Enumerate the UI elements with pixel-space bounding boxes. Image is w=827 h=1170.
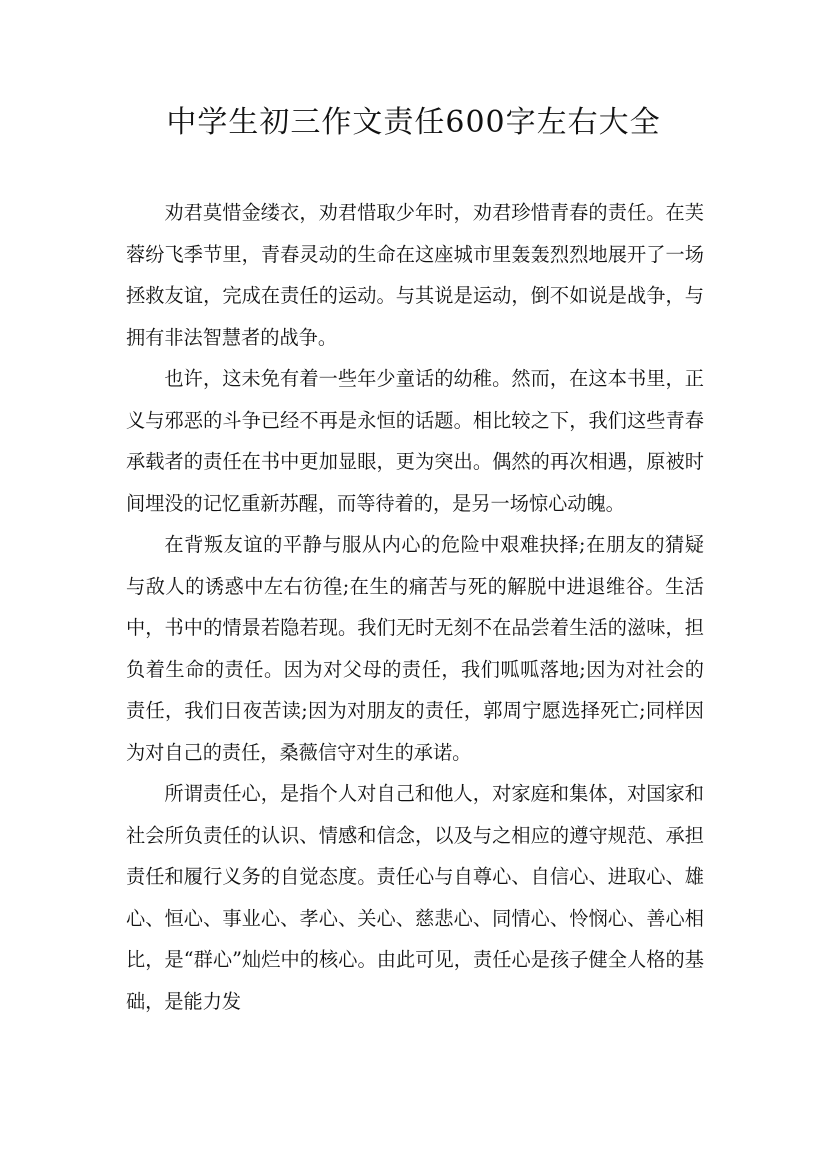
paragraph-2: 也许，这未免有着一些年少童话的幼稚。然而，在这本书里，正义与邪恶的斗争已经不再是永恒的话题。相比较之下，我们这些青春承载者的责任在书中更加显眼，更为突出。偶然的再次相遇，原被时间埋没的记忆重新苏醒，而等待着的，是另一场惊心动魄。 — [126, 367, 704, 515]
paragraph-1: 劝君莫惜金缕衣，劝君惜取少年时，劝君珍惜青春的责任。在芙蓉纷飞季节里，青春灵动的生命在这座城市里轰轰烈烈地展开了一场拯救友谊，完成在责任的运动。与其说是运动，倒不如说是战争，与拥有非法智慧者的战争。 — [126, 201, 704, 349]
document-title: 中学生初三作文责任600字左右大全 — [166, 105, 661, 140]
document-body — [126, 192, 704, 1022]
paragraph-3: 在背叛友谊的平静与服从内心的危险中艰难抉择;在朋友的猜疑与敌人的诱惑中左右彷徨;在生的痛苦与死的解脱中进退维谷。生活中，书中的情景若隐若现。我们无时无刻不在品尝着生活的滋味，担负着生命的责任。因为对父母的责任，我们呱呱落地;因为对社会的责任，我们日夜苦读;因为对朋友的责任，郭周宁愿选择死亡;同样因为对自己的责任，桑薇信守对生的承诺。 — [126, 533, 704, 764]
paragraph-4: 所谓责任心，是指个人对自己和他人，对家庭和集体，对国家和社会所负责任的认识、情感和信念，以及与之相应的遵守规范、承担责任和履行义务的自觉态度。责任心与自尊心、自信心、进取心、雄心、恒心、事业心、孝心、关心、慈悲心、同情心、怜悯心、善心相比，是“群心”灿烂中的核心。由此可见，责任心是孩子健全人格的基础，是能力发 — [126, 782, 704, 1013]
